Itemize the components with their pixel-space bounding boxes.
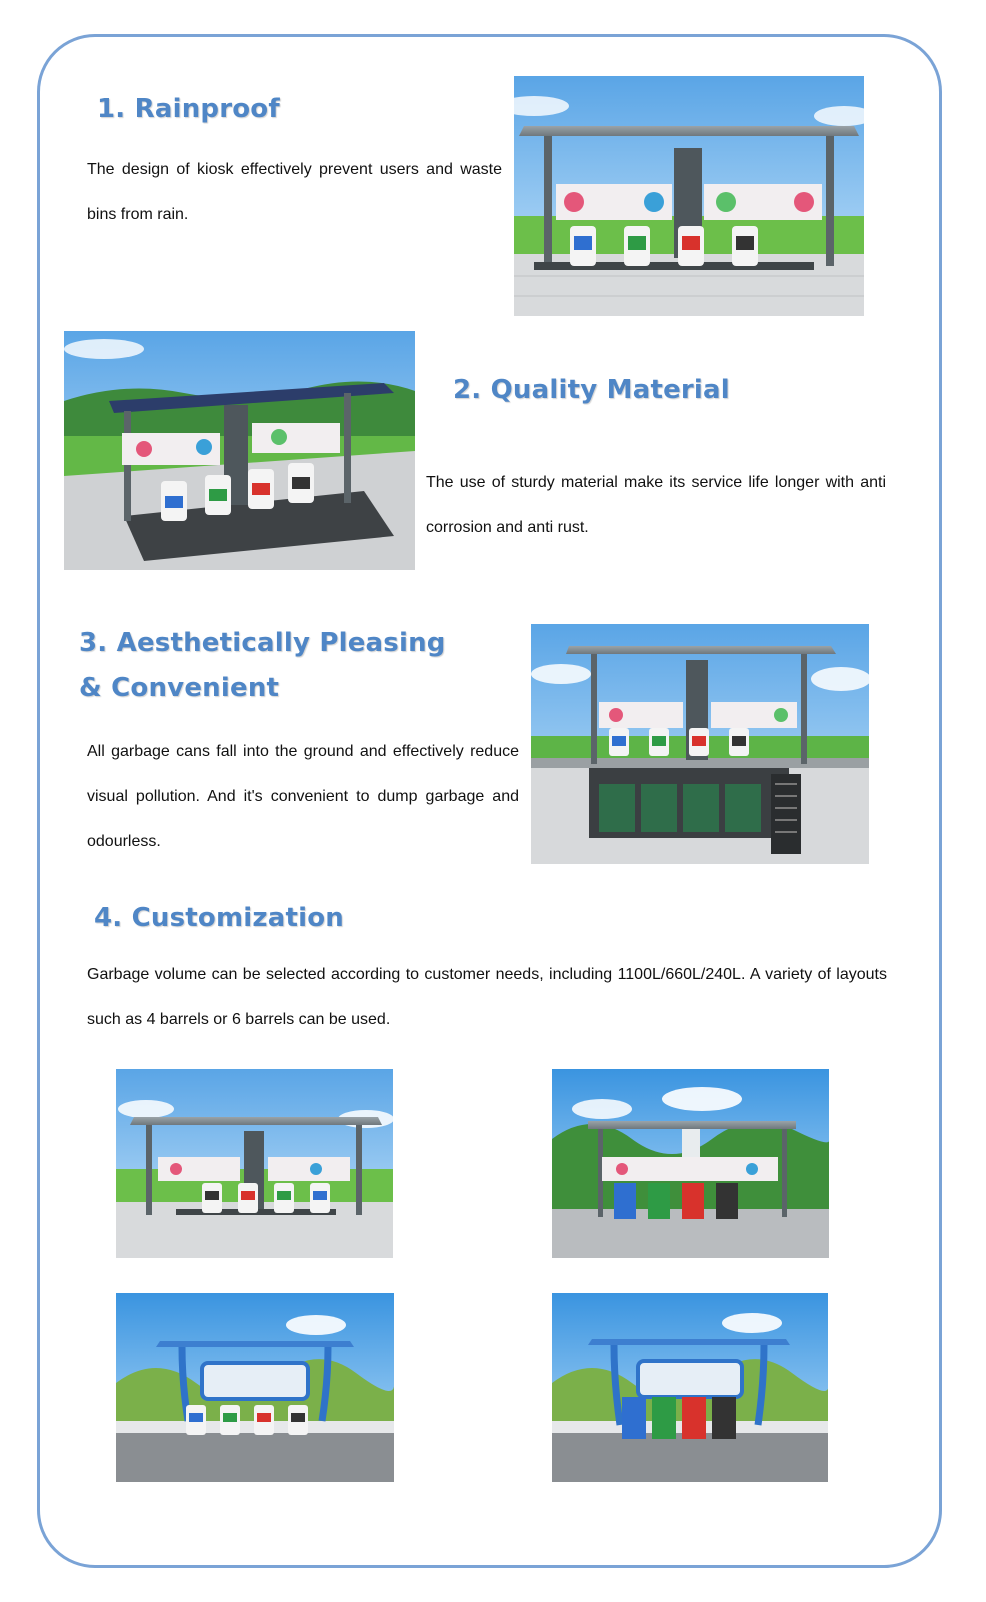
section-3-body: All garbage cans fall into the ground and effectively reduce visual pollution. And it's convenient to dump garbage and odourless. xyxy=(87,743,519,850)
section-1-title: 1. Rainproof xyxy=(97,94,280,124)
five-bin-kiosk-photo xyxy=(116,1069,393,1258)
blue-arch-large-bin-kiosk-photo xyxy=(552,1293,828,1482)
underground-bins-kiosk-photo xyxy=(531,624,869,864)
rain-shelter-kiosk-photo xyxy=(514,76,864,316)
blue-arch-small-bin-kiosk-photo xyxy=(116,1293,394,1482)
section-1-body: The design of kiosk effectively prevent users and waste bins from rain. xyxy=(87,161,502,223)
section-4-title: 4. Customization xyxy=(94,903,344,933)
section-2-title: 2. Quality Material xyxy=(453,375,730,405)
section-2-body: The use of sturdy material make its service life longer with anti corrosion and anti rust. xyxy=(426,474,886,536)
section-4-body: Garbage volume can be selected according to customer needs, including 1100L/660L/240L. A variety of layouts such as 4 barrels or 6 barrels can be used. xyxy=(87,966,887,1028)
section-3-title-line1: 3. Aesthetically Pleasing xyxy=(79,628,446,658)
solar-roof-kiosk-photo xyxy=(64,331,415,570)
section-3-title-line2: & Convenient xyxy=(79,673,280,703)
four-large-bin-kiosk-photo xyxy=(552,1069,829,1258)
